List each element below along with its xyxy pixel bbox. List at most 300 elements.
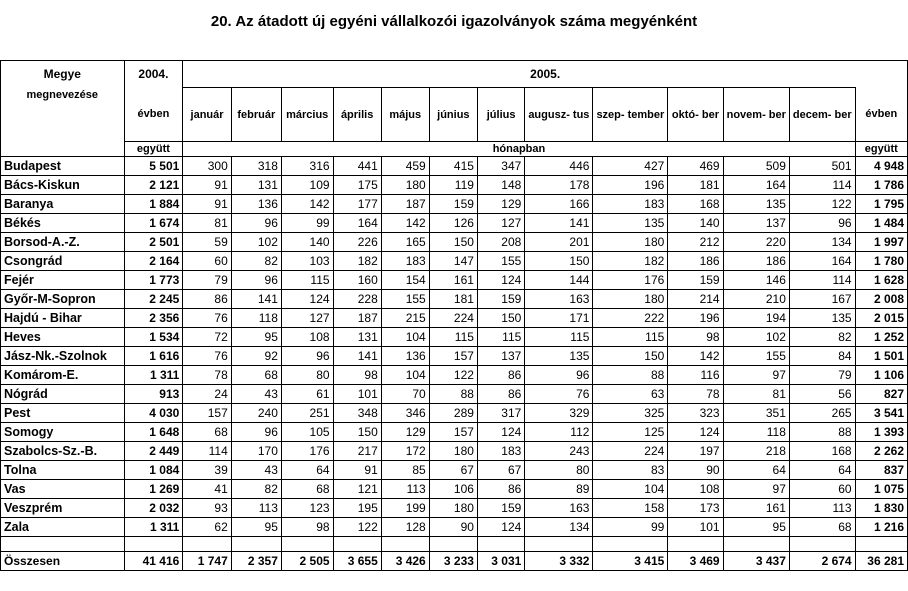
month-value: 351 bbox=[723, 404, 789, 423]
month-value: 90 bbox=[668, 461, 723, 480]
month-value: 183 bbox=[381, 252, 429, 271]
month-value: 150 bbox=[593, 347, 668, 366]
county-name: Jász-Nk.-Szolnok bbox=[1, 347, 125, 366]
year-2005-value: 1 393 bbox=[855, 423, 907, 442]
month-value: 187 bbox=[333, 309, 381, 328]
month-value: 70 bbox=[381, 385, 429, 404]
month-value: 119 bbox=[429, 176, 477, 195]
month-value: 240 bbox=[231, 404, 281, 423]
month-value: 89 bbox=[525, 480, 593, 499]
month-value: 289 bbox=[429, 404, 477, 423]
month-value: 104 bbox=[381, 328, 429, 347]
month-value: 62 bbox=[183, 518, 231, 537]
month-value: 113 bbox=[381, 480, 429, 499]
month-value: 105 bbox=[281, 423, 333, 442]
county-name: Szabolcs-Sz.-B. bbox=[1, 442, 125, 461]
month-value: 96 bbox=[231, 214, 281, 233]
month-value: 135 bbox=[525, 347, 593, 366]
month-value: 85 bbox=[381, 461, 429, 480]
month-value: 95 bbox=[231, 328, 281, 347]
month-value: 84 bbox=[789, 347, 855, 366]
month-value: 102 bbox=[231, 233, 281, 252]
month-value: 140 bbox=[281, 233, 333, 252]
month-value: 91 bbox=[183, 195, 231, 214]
month-value: 427 bbox=[593, 157, 668, 176]
month-value: 194 bbox=[723, 309, 789, 328]
month-value: 88 bbox=[789, 423, 855, 442]
month-value: 81 bbox=[183, 214, 231, 233]
year-2004-value: 2 356 bbox=[124, 309, 183, 328]
month-value: 181 bbox=[668, 176, 723, 195]
county-name: Összesen bbox=[1, 552, 125, 571]
month-value: 67 bbox=[429, 461, 477, 480]
together-2004: együtt bbox=[124, 142, 183, 157]
month-value: 186 bbox=[723, 252, 789, 271]
month-value: 187 bbox=[381, 195, 429, 214]
month-value: 61 bbox=[281, 385, 333, 404]
month-value: 68 bbox=[281, 480, 333, 499]
month-value: 56 bbox=[789, 385, 855, 404]
month-value: 86 bbox=[183, 290, 231, 309]
month-value: 135 bbox=[789, 309, 855, 328]
month-value: 214 bbox=[668, 290, 723, 309]
month-value: 82 bbox=[231, 252, 281, 271]
month-value: 146 bbox=[723, 271, 789, 290]
year-2005-value: 1 501 bbox=[855, 347, 907, 366]
month-value: 129 bbox=[477, 195, 524, 214]
month-value: 64 bbox=[723, 461, 789, 480]
month-value: 60 bbox=[183, 252, 231, 271]
month-header: novem- ber bbox=[723, 88, 789, 142]
total-section bbox=[1, 552, 908, 571]
month-value: 154 bbox=[381, 271, 429, 290]
month-value: 115 bbox=[429, 328, 477, 347]
month-value: 172 bbox=[381, 442, 429, 461]
month-value: 164 bbox=[333, 214, 381, 233]
month-value: 114 bbox=[789, 176, 855, 195]
month-value: 183 bbox=[593, 195, 668, 214]
month-value: 96 bbox=[231, 423, 281, 442]
county-header: Megye bbox=[1, 61, 125, 88]
month-value: 150 bbox=[477, 309, 524, 328]
month-value: 115 bbox=[525, 328, 593, 347]
month-value: 159 bbox=[477, 290, 524, 309]
county-name: Hajdú - Bihar bbox=[1, 309, 125, 328]
county-name: Tolna bbox=[1, 461, 125, 480]
table-row bbox=[1, 480, 908, 499]
month-value: 222 bbox=[593, 309, 668, 328]
year-2005-value: 1 795 bbox=[855, 195, 907, 214]
month-value: 1 747 bbox=[183, 552, 231, 571]
month-value: 114 bbox=[183, 442, 231, 461]
county-name: Veszprém bbox=[1, 499, 125, 518]
month-value: 137 bbox=[723, 214, 789, 233]
month-header: július bbox=[477, 88, 524, 142]
month-value: 67 bbox=[477, 461, 524, 480]
month-value: 43 bbox=[231, 461, 281, 480]
month-header: február bbox=[231, 88, 281, 142]
month-value: 251 bbox=[281, 404, 333, 423]
month-value: 199 bbox=[381, 499, 429, 518]
month-value: 196 bbox=[593, 176, 668, 195]
table-row bbox=[1, 423, 908, 442]
year-2005-value: 837 bbox=[855, 461, 907, 480]
year-2004-value: 1 773 bbox=[124, 271, 183, 290]
header-row-bottom bbox=[1, 142, 908, 157]
year-2004-header: 2004. bbox=[124, 61, 183, 88]
month-value: 86 bbox=[477, 366, 524, 385]
month-value: 124 bbox=[477, 271, 524, 290]
year-2005-value: 1 997 bbox=[855, 233, 907, 252]
in-year-2005: évben bbox=[855, 88, 907, 142]
month-value: 148 bbox=[477, 176, 524, 195]
year-2005-value: 1 216 bbox=[855, 518, 907, 537]
month-value: 113 bbox=[789, 499, 855, 518]
month-value: 64 bbox=[789, 461, 855, 480]
month-value: 469 bbox=[668, 157, 723, 176]
month-value: 3 031 bbox=[477, 552, 524, 571]
month-value: 129 bbox=[381, 423, 429, 442]
month-value: 226 bbox=[333, 233, 381, 252]
month-value: 80 bbox=[525, 461, 593, 480]
year-2004-value: 1 311 bbox=[124, 518, 183, 537]
monthly-label: hónapban bbox=[183, 142, 855, 157]
month-value: 134 bbox=[789, 233, 855, 252]
month-value: 150 bbox=[525, 252, 593, 271]
month-value: 68 bbox=[789, 518, 855, 537]
county-name: Budapest bbox=[1, 157, 125, 176]
month-value: 265 bbox=[789, 404, 855, 423]
year-2004-value: 1 674 bbox=[124, 214, 183, 233]
month-value: 86 bbox=[477, 385, 524, 404]
month-value: 181 bbox=[429, 290, 477, 309]
together-2005: együtt bbox=[855, 142, 907, 157]
month-value: 180 bbox=[593, 233, 668, 252]
month-header: októ- ber bbox=[668, 88, 723, 142]
month-value: 2 505 bbox=[281, 552, 333, 571]
month-header: január bbox=[183, 88, 231, 142]
month-value: 101 bbox=[668, 518, 723, 537]
month-value: 99 bbox=[593, 518, 668, 537]
year-2005-value: 1 780 bbox=[855, 252, 907, 271]
month-value: 183 bbox=[477, 442, 524, 461]
month-value: 317 bbox=[477, 404, 524, 423]
month-value: 135 bbox=[723, 195, 789, 214]
month-value: 167 bbox=[789, 290, 855, 309]
month-value: 208 bbox=[477, 233, 524, 252]
table-row bbox=[1, 252, 908, 271]
month-value: 60 bbox=[789, 480, 855, 499]
month-value: 195 bbox=[333, 499, 381, 518]
county-name: Fejér bbox=[1, 271, 125, 290]
table-row bbox=[1, 176, 908, 195]
month-value: 163 bbox=[525, 499, 593, 518]
month-header: április bbox=[333, 88, 381, 142]
month-value: 509 bbox=[723, 157, 789, 176]
year-2004-value: 2 032 bbox=[124, 499, 183, 518]
month-value: 150 bbox=[333, 423, 381, 442]
month-value: 59 bbox=[183, 233, 231, 252]
year-2005-value: 1 786 bbox=[855, 176, 907, 195]
month-value: 124 bbox=[668, 423, 723, 442]
month-value: 83 bbox=[593, 461, 668, 480]
year-2004-value: 2 449 bbox=[124, 442, 183, 461]
month-value: 63 bbox=[593, 385, 668, 404]
month-value: 124 bbox=[477, 518, 524, 537]
table-row bbox=[1, 195, 908, 214]
month-value: 155 bbox=[477, 252, 524, 271]
month-value: 127 bbox=[477, 214, 524, 233]
header-row-top bbox=[1, 61, 908, 88]
month-value: 96 bbox=[525, 366, 593, 385]
month-value: 220 bbox=[723, 233, 789, 252]
month-value: 228 bbox=[333, 290, 381, 309]
month-value: 318 bbox=[231, 157, 281, 176]
month-value: 3 469 bbox=[668, 552, 723, 571]
year-2004-value: 913 bbox=[124, 385, 183, 404]
month-value: 113 bbox=[231, 499, 281, 518]
month-value: 300 bbox=[183, 157, 231, 176]
spacer-row bbox=[1, 537, 908, 552]
county-name: Vas bbox=[1, 480, 125, 499]
month-value: 142 bbox=[668, 347, 723, 366]
year-2004-value: 1 269 bbox=[124, 480, 183, 499]
month-value: 215 bbox=[381, 309, 429, 328]
month-value: 3 233 bbox=[429, 552, 477, 571]
year-2004-value: 2 164 bbox=[124, 252, 183, 271]
month-value: 3 332 bbox=[525, 552, 593, 571]
month-value: 157 bbox=[429, 423, 477, 442]
month-value: 96 bbox=[281, 347, 333, 366]
month-value: 316 bbox=[281, 157, 333, 176]
year-2005-header: 2005. bbox=[183, 61, 908, 88]
month-value: 124 bbox=[477, 423, 524, 442]
data-table bbox=[0, 60, 908, 571]
month-value: 201 bbox=[525, 233, 593, 252]
year-2005-value: 1 628 bbox=[855, 271, 907, 290]
year-2004-value: 1 534 bbox=[124, 328, 183, 347]
month-value: 348 bbox=[333, 404, 381, 423]
month-value: 93 bbox=[183, 499, 231, 518]
month-value: 329 bbox=[525, 404, 593, 423]
month-value: 459 bbox=[381, 157, 429, 176]
month-value: 415 bbox=[429, 157, 477, 176]
month-value: 79 bbox=[183, 271, 231, 290]
month-value: 126 bbox=[429, 214, 477, 233]
month-value: 186 bbox=[668, 252, 723, 271]
month-value: 86 bbox=[477, 480, 524, 499]
year-2004-value: 2 501 bbox=[124, 233, 183, 252]
month-value: 197 bbox=[668, 442, 723, 461]
county-name: Csongrád bbox=[1, 252, 125, 271]
month-value: 140 bbox=[668, 214, 723, 233]
month-value: 99 bbox=[281, 214, 333, 233]
month-value: 161 bbox=[429, 271, 477, 290]
month-value: 41 bbox=[183, 480, 231, 499]
table-row bbox=[1, 442, 908, 461]
month-value: 196 bbox=[668, 309, 723, 328]
year-2004-value: 1 616 bbox=[124, 347, 183, 366]
month-value: 164 bbox=[723, 176, 789, 195]
month-value: 218 bbox=[723, 442, 789, 461]
month-value: 180 bbox=[429, 499, 477, 518]
month-value: 96 bbox=[231, 271, 281, 290]
month-value: 161 bbox=[723, 499, 789, 518]
month-value: 144 bbox=[525, 271, 593, 290]
month-value: 168 bbox=[668, 195, 723, 214]
county-header-sub: megnevezése bbox=[1, 88, 125, 142]
month-value: 164 bbox=[789, 252, 855, 271]
month-value: 166 bbox=[525, 195, 593, 214]
month-value: 217 bbox=[333, 442, 381, 461]
month-value: 159 bbox=[477, 499, 524, 518]
month-value: 79 bbox=[789, 366, 855, 385]
month-value: 76 bbox=[183, 309, 231, 328]
month-value: 131 bbox=[333, 328, 381, 347]
table-row bbox=[1, 385, 908, 404]
month-header: május bbox=[381, 88, 429, 142]
table-row bbox=[1, 328, 908, 347]
month-value: 243 bbox=[525, 442, 593, 461]
month-value: 160 bbox=[333, 271, 381, 290]
county-name: Pest bbox=[1, 404, 125, 423]
month-value: 104 bbox=[381, 366, 429, 385]
month-value: 136 bbox=[381, 347, 429, 366]
month-value: 43 bbox=[231, 385, 281, 404]
month-value: 115 bbox=[477, 328, 524, 347]
table-row bbox=[1, 157, 908, 176]
month-value: 346 bbox=[381, 404, 429, 423]
month-value: 98 bbox=[333, 366, 381, 385]
month-value: 2 357 bbox=[231, 552, 281, 571]
month-value: 163 bbox=[525, 290, 593, 309]
county-name: Zala bbox=[1, 518, 125, 537]
month-value: 165 bbox=[381, 233, 429, 252]
month-value: 82 bbox=[789, 328, 855, 347]
year-2005-value: 1 106 bbox=[855, 366, 907, 385]
month-value: 92 bbox=[231, 347, 281, 366]
month-value: 347 bbox=[477, 157, 524, 176]
month-value: 182 bbox=[333, 252, 381, 271]
county-name: Borsod-A.-Z. bbox=[1, 233, 125, 252]
month-value: 134 bbox=[525, 518, 593, 537]
month-value: 141 bbox=[333, 347, 381, 366]
year-2004-value: 2 121 bbox=[124, 176, 183, 195]
month-value: 121 bbox=[333, 480, 381, 499]
month-value: 142 bbox=[381, 214, 429, 233]
month-value: 180 bbox=[593, 290, 668, 309]
month-header: szep- tember bbox=[593, 88, 668, 142]
month-value: 136 bbox=[231, 195, 281, 214]
month-value: 112 bbox=[525, 423, 593, 442]
month-value: 68 bbox=[231, 366, 281, 385]
year-2004-value: 2 245 bbox=[124, 290, 183, 309]
month-value: 123 bbox=[281, 499, 333, 518]
month-value: 118 bbox=[231, 309, 281, 328]
month-value: 122 bbox=[429, 366, 477, 385]
month-value: 180 bbox=[429, 442, 477, 461]
table-row bbox=[1, 271, 908, 290]
month-value: 3 655 bbox=[333, 552, 381, 571]
month-value: 3 426 bbox=[381, 552, 429, 571]
month-value: 90 bbox=[429, 518, 477, 537]
table-row bbox=[1, 461, 908, 480]
month-value: 175 bbox=[333, 176, 381, 195]
month-value: 76 bbox=[525, 385, 593, 404]
month-value: 176 bbox=[593, 271, 668, 290]
month-value: 101 bbox=[333, 385, 381, 404]
month-value: 446 bbox=[525, 157, 593, 176]
month-value: 98 bbox=[668, 328, 723, 347]
month-value: 157 bbox=[183, 404, 231, 423]
month-value: 127 bbox=[281, 309, 333, 328]
county-name: Bács-Kiskun bbox=[1, 176, 125, 195]
month-value: 114 bbox=[789, 271, 855, 290]
month-value: 91 bbox=[333, 461, 381, 480]
month-value: 80 bbox=[281, 366, 333, 385]
table-row bbox=[1, 366, 908, 385]
year-2005-value: 1 830 bbox=[855, 499, 907, 518]
table-title: 20. Az átadott új egyéni vállalkozói igazolványok száma megyénként bbox=[210, 12, 698, 30]
month-value: 141 bbox=[231, 290, 281, 309]
month-value: 39 bbox=[183, 461, 231, 480]
month-value: 224 bbox=[593, 442, 668, 461]
month-value: 97 bbox=[723, 366, 789, 385]
month-value: 441 bbox=[333, 157, 381, 176]
month-value: 150 bbox=[429, 233, 477, 252]
month-value: 68 bbox=[183, 423, 231, 442]
month-value: 128 bbox=[381, 518, 429, 537]
month-value: 82 bbox=[231, 480, 281, 499]
month-value: 210 bbox=[723, 290, 789, 309]
month-value: 3 437 bbox=[723, 552, 789, 571]
month-value: 155 bbox=[381, 290, 429, 309]
month-value: 106 bbox=[429, 480, 477, 499]
table-row bbox=[1, 290, 908, 309]
month-value: 95 bbox=[723, 518, 789, 537]
month-header: augusz- tus bbox=[525, 88, 593, 142]
table-row bbox=[1, 518, 908, 537]
county-name: Baranya bbox=[1, 195, 125, 214]
month-value: 157 bbox=[429, 347, 477, 366]
table-row bbox=[1, 404, 908, 423]
year-2004-value: 5 501 bbox=[124, 157, 183, 176]
county-name: Komárom-E. bbox=[1, 366, 125, 385]
month-value: 176 bbox=[281, 442, 333, 461]
month-value: 124 bbox=[281, 290, 333, 309]
month-header: decem- ber bbox=[789, 88, 855, 142]
month-value: 96 bbox=[789, 214, 855, 233]
header-row-months bbox=[1, 88, 908, 142]
year-2005-value: 827 bbox=[855, 385, 907, 404]
month-value: 91 bbox=[183, 176, 231, 195]
month-value: 24 bbox=[183, 385, 231, 404]
month-value: 109 bbox=[281, 176, 333, 195]
month-value: 173 bbox=[668, 499, 723, 518]
month-value: 137 bbox=[477, 347, 524, 366]
month-value: 323 bbox=[668, 404, 723, 423]
month-value: 88 bbox=[593, 366, 668, 385]
month-value: 102 bbox=[723, 328, 789, 347]
month-value: 76 bbox=[183, 347, 231, 366]
in-year-2004: évben bbox=[124, 88, 183, 142]
month-value: 88 bbox=[429, 385, 477, 404]
month-value: 118 bbox=[723, 423, 789, 442]
month-value: 72 bbox=[183, 328, 231, 347]
month-value: 122 bbox=[333, 518, 381, 537]
table-row bbox=[1, 499, 908, 518]
month-value: 158 bbox=[593, 499, 668, 518]
